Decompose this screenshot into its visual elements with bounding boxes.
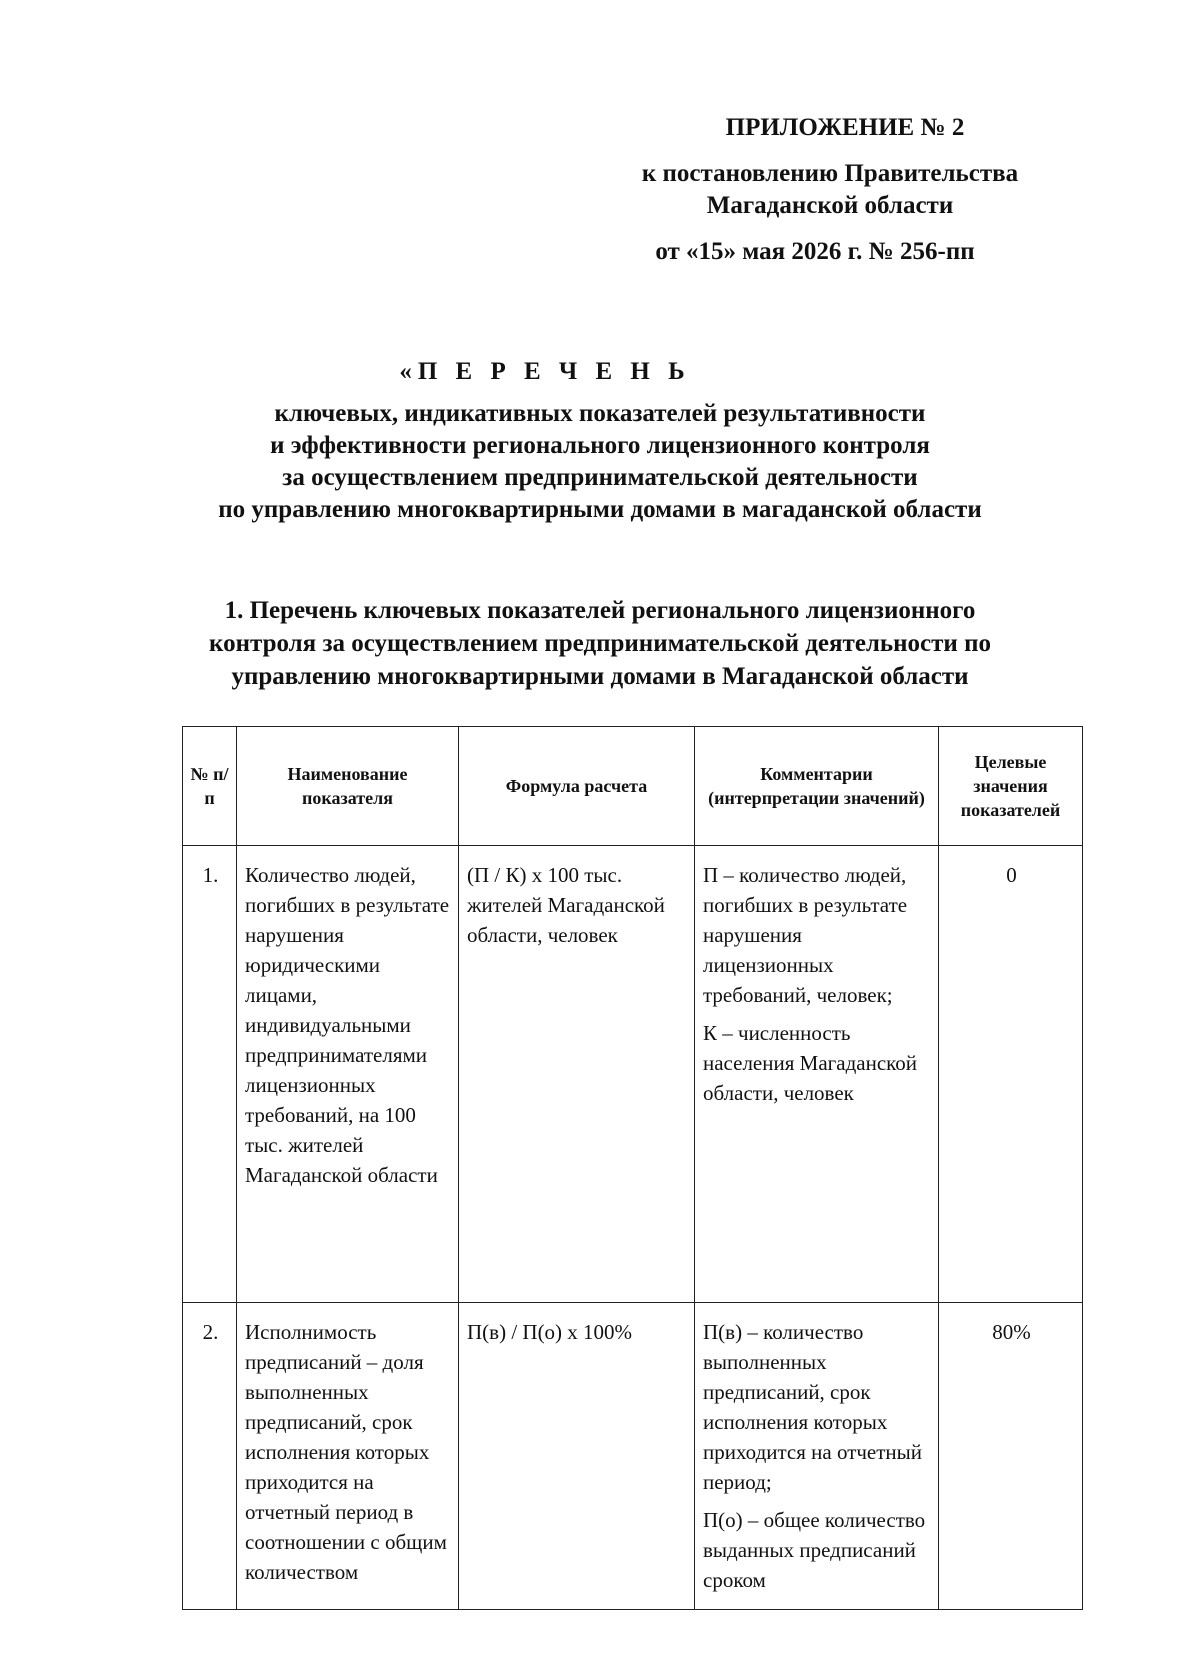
comment-paragraph: П(о) – общее количество выданных предписаний сроком — [703, 1508, 926, 1592]
indicators-table — [182, 726, 1083, 1610]
table-row — [183, 846, 1083, 1303]
cell-number: 1. — [183, 846, 237, 1303]
section-title — [150, 594, 1050, 693]
header-indicator-name: Наименование показателя — [237, 727, 459, 846]
table-row — [183, 1303, 1083, 1610]
cell-comments — [695, 846, 939, 1303]
appendix-date: от «15» мая 2026 г. № 256-пп — [655, 238, 975, 265]
document-title-line: за осуществлением предпринимательской деятельности — [282, 464, 918, 491]
cell-target-value: 80% — [939, 1303, 1083, 1610]
cell-indicator-name: Исполнимость предписаний – доля выполненных предписаний, срок исполнения которых приходится на отчетный период в соотношении с общим количеством — [237, 1303, 459, 1610]
appendix-resolution-line: к постановлению Правительства — [641, 160, 1019, 187]
cell-formula: (П / К) х 100 тыс. жителей Магаданской области, человек — [459, 846, 695, 1303]
document-title-heading: «П Е Р Е Ч Е Н Ь — [399, 358, 691, 385]
cell-number: 2. — [183, 1303, 237, 1610]
cell-formula: П(в) / П(о) х 100% — [459, 1303, 695, 1610]
appendix-header — [600, 112, 1060, 268]
section-title-line: управлению многоквартирными домами в Магаданской области — [231, 663, 969, 690]
comment-paragraph: П(в) – количество выполненных предписаний, срок исполнения которых приходится на отчетный период; — [703, 1320, 923, 1494]
document-title-line: и эффективности регионального лицензионного контроля — [270, 432, 930, 459]
appendix-region-line: Магаданской области — [706, 192, 954, 219]
document-title-line: ключевых, индикативных показателей результативности — [274, 400, 926, 427]
header-formula: Формула расчета — [459, 727, 695, 846]
document-title-line: по управлению многоквартирными домами в магаданской области — [218, 496, 982, 523]
cell-indicator-name: Количество людей, погибших в результате нарушения юридическими лицами, индивидуальными предпринимателями лицензионных требований, на 100 тыс. жителей Магаданской области — [237, 846, 459, 1303]
comment-paragraph: П – количество людей, погибших в результате нарушения лицензионных требований, человек; — [703, 863, 908, 1007]
appendix-title: ПРИЛОЖЕНИЕ № 2 — [725, 114, 965, 141]
table-header-row — [183, 727, 1083, 846]
header-number: № п/п — [183, 727, 237, 846]
header-target-values: Целевые значения показателей — [939, 727, 1083, 846]
section-title-line: контроля за осуществлением предпринимательской деятельности по — [209, 630, 991, 657]
document-title — [150, 356, 1050, 526]
cell-comments — [695, 1303, 939, 1610]
comment-paragraph: К – численность населения Магаданской области, человек — [703, 1021, 918, 1105]
section-title-line: 1. Перечень ключевых показателей регионального лицензионного — [224, 597, 976, 624]
header-comments: Комментарии (интерпретации значений) — [695, 727, 939, 846]
cell-target-value: 0 — [939, 846, 1083, 1303]
